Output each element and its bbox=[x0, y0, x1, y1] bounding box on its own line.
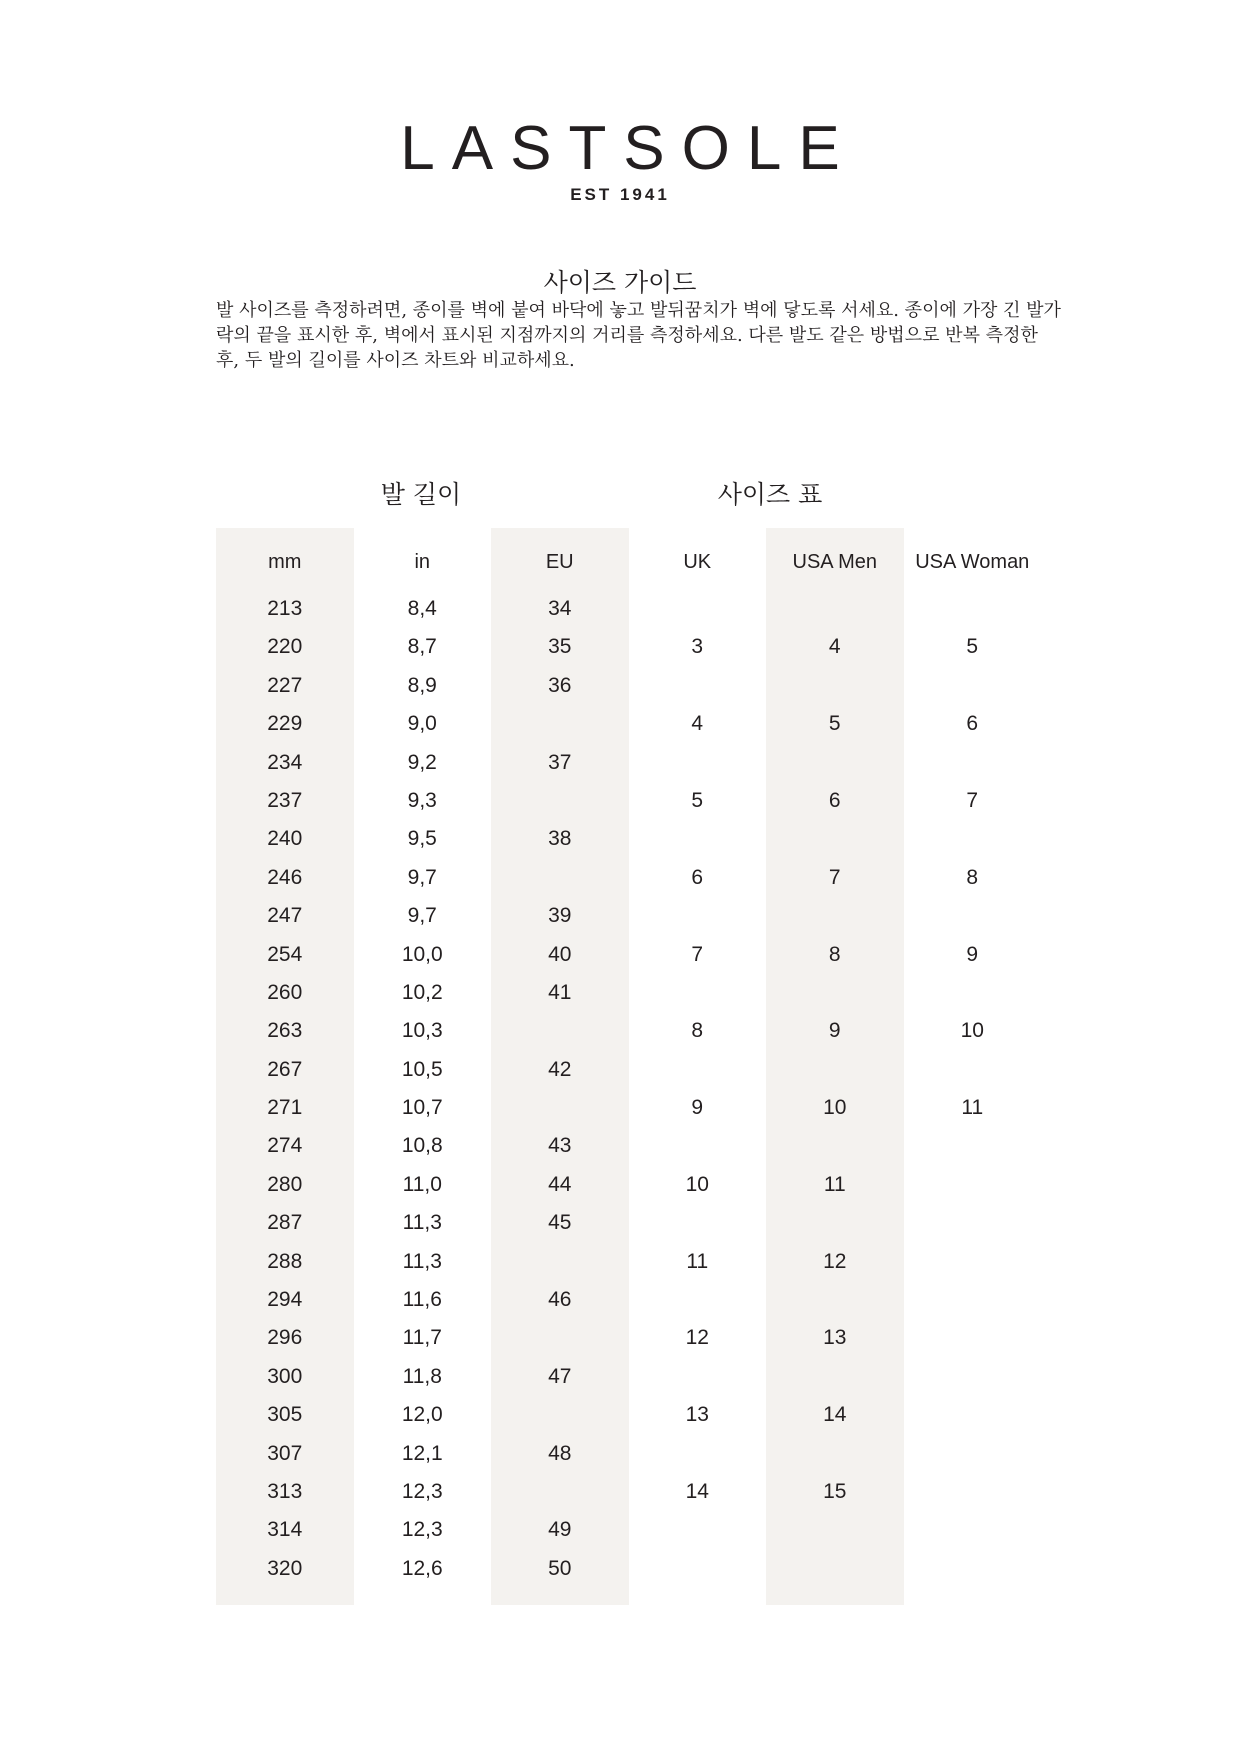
table-cell-uk: 13 bbox=[685, 1403, 709, 1427]
table-cell-eu: 34 bbox=[548, 597, 572, 620]
table-cell-usa-woman: 6 bbox=[966, 712, 979, 736]
table-cell-in: 11,7 bbox=[402, 1326, 442, 1350]
table-cell-usa-woman bbox=[904, 1243, 1042, 1281]
table-cell-eu: 40 bbox=[548, 942, 572, 966]
table-cell-uk bbox=[629, 1051, 767, 1089]
table-cell-mm: 234 bbox=[267, 750, 303, 774]
table-cell-usa-woman bbox=[904, 1358, 1042, 1396]
table-cell-in: 9,7 bbox=[407, 904, 437, 928]
table-cell-in: 10,8 bbox=[401, 1134, 443, 1158]
table-cell-mm: 280 bbox=[267, 1172, 303, 1196]
table-cell-usa-men bbox=[766, 1127, 904, 1165]
table-cell-uk bbox=[629, 590, 767, 628]
table-cell-eu: 43 bbox=[548, 1134, 572, 1158]
table-cell-usa-woman bbox=[904, 1511, 1042, 1549]
guide-instructions: 발 사이즈를 측정하려면, 종이를 벽에 붙여 바닥에 놓고 발뒤꿈치가 벽에 닿도록 서세요. 종이에 가장 긴 발가락의 끝을 표시한 후, 벽에서 표시된 지점까지의 거리를 측정하세요. 다른 발도 같은 방법으로 반복 측정한 후, 두 발의 길이를 사이즈 차트와 비교하세요. bbox=[216, 300, 1061, 371]
table-cell-mm: 300 bbox=[267, 1364, 303, 1388]
table-cell-usa-woman: 8 bbox=[966, 865, 979, 889]
table-cell-usa-men bbox=[766, 820, 904, 858]
table-cell-usa-men bbox=[766, 1281, 904, 1319]
table-cell-usa-men bbox=[766, 1358, 904, 1396]
table-cell-mm: 267 bbox=[267, 1057, 303, 1081]
table-cell-usa-woman bbox=[904, 1435, 1042, 1473]
table-cell-mm: 260 bbox=[267, 980, 303, 1004]
table-cell-usa-men: 9 bbox=[828, 1019, 841, 1043]
table-cell-uk bbox=[629, 1281, 767, 1319]
table-cell-uk: 5 bbox=[691, 788, 704, 812]
column-header-usa-men: USA Men bbox=[792, 551, 877, 573]
table-cell-eu: 46 bbox=[548, 1288, 572, 1312]
table-cell-mm: 296 bbox=[267, 1326, 303, 1350]
table-cell-in: 8,7 bbox=[407, 635, 437, 659]
table-cell-usa-woman bbox=[904, 1204, 1042, 1242]
table-cell-usa-woman bbox=[904, 667, 1042, 705]
table-cell-eu bbox=[491, 859, 629, 897]
table-cell-usa-woman bbox=[904, 820, 1042, 858]
table-cell-usa-woman bbox=[904, 1127, 1042, 1165]
table-cell-uk bbox=[629, 1358, 767, 1396]
table-cell-uk bbox=[629, 1511, 767, 1549]
column-header-mm: mm bbox=[268, 551, 302, 573]
table-cell-uk bbox=[629, 1127, 767, 1165]
table-cell-in: 10,7 bbox=[401, 1096, 443, 1120]
table-cell-in: 10,5 bbox=[401, 1057, 443, 1081]
table-cell-usa-men bbox=[766, 1511, 904, 1549]
column-header-usa-woman: USA Woman bbox=[915, 551, 1030, 573]
table-cell-eu: 44 bbox=[548, 1172, 572, 1196]
table-cell-usa-men: 15 bbox=[823, 1479, 847, 1503]
table-cell-uk: 14 bbox=[685, 1479, 709, 1503]
table-cell-mm: 247 bbox=[267, 904, 303, 928]
table-cell-in: 12,0 bbox=[401, 1403, 443, 1427]
table-cell-eu bbox=[491, 1396, 629, 1434]
table-cell-mm: 240 bbox=[267, 827, 303, 851]
table-cell-in: 9,5 bbox=[407, 827, 437, 851]
table-cell-uk: 9 bbox=[691, 1096, 704, 1120]
table-cell-mm: 246 bbox=[267, 865, 303, 889]
table-cell-in: 9,3 bbox=[407, 788, 437, 812]
table-cell-usa-woman bbox=[904, 1051, 1042, 1089]
table-cell-uk: 6 bbox=[691, 865, 704, 889]
table-cell-mm: 294 bbox=[267, 1288, 303, 1312]
table-cell-usa-woman bbox=[904, 1166, 1042, 1204]
table-cell-uk: 10 bbox=[685, 1172, 709, 1196]
table-cell-usa-men bbox=[766, 667, 904, 705]
table-cell-usa-men: 14 bbox=[823, 1403, 847, 1427]
table-cell-in: 11,8 bbox=[402, 1364, 442, 1388]
table-cell-usa-woman: 9 bbox=[966, 942, 979, 966]
table-cell-uk bbox=[629, 820, 767, 858]
table-cell-usa-woman: 7 bbox=[966, 788, 979, 812]
table-cell-usa-men: 12 bbox=[823, 1249, 847, 1273]
table-cell-usa-men bbox=[766, 974, 904, 1012]
table-cell-uk bbox=[629, 1550, 767, 1588]
table-cell-usa-woman bbox=[904, 1281, 1042, 1319]
table-cell-usa-men: 7 bbox=[828, 865, 841, 889]
table-cell-usa-woman: 5 bbox=[966, 635, 979, 659]
table-cell-uk: 3 bbox=[691, 635, 704, 659]
size-chart-heading: 사이즈 표 bbox=[717, 480, 823, 509]
table-cell-eu: 37 bbox=[548, 750, 572, 774]
table-cell-mm: 313 bbox=[267, 1479, 303, 1503]
table-cell-eu bbox=[491, 1473, 629, 1511]
table-cell-usa-men: 8 bbox=[828, 942, 841, 966]
table-cell-eu: 47 bbox=[548, 1364, 572, 1388]
table-cell-usa-woman bbox=[904, 590, 1042, 628]
table-cell-mm: 320 bbox=[267, 1556, 303, 1580]
table-cell-usa-woman bbox=[904, 1473, 1042, 1511]
foot-length-heading: 발 길이 bbox=[380, 480, 462, 509]
table-cell-usa-woman bbox=[904, 1396, 1042, 1434]
table-cell-mm: 288 bbox=[267, 1249, 303, 1273]
table-cell-in: 9,7 bbox=[407, 865, 437, 889]
table-cell-usa-woman bbox=[904, 974, 1042, 1012]
table-cell-usa-woman bbox=[904, 897, 1042, 935]
table-cell-eu bbox=[491, 1012, 629, 1050]
table-cell-in: 8,9 bbox=[407, 673, 437, 697]
brand-tagline: EST 1941 bbox=[570, 185, 670, 204]
table-cell-in: 10,3 bbox=[401, 1019, 443, 1043]
table-cell-uk: 11 bbox=[686, 1249, 709, 1273]
table-cell-usa-men: 4 bbox=[828, 635, 841, 659]
table-cell-in: 11,0 bbox=[402, 1172, 442, 1196]
table-cell-in: 9,2 bbox=[407, 750, 437, 774]
table-cell-usa-men bbox=[766, 744, 904, 782]
table-cell-usa-woman: 10 bbox=[960, 1019, 984, 1043]
table-cell-usa-men: 5 bbox=[828, 712, 841, 736]
table-cell-uk bbox=[629, 744, 767, 782]
table-cell-uk bbox=[629, 974, 767, 1012]
table-cell-in: 11,3 bbox=[402, 1249, 442, 1273]
table-cell-usa-men bbox=[766, 1204, 904, 1242]
table-cell-uk bbox=[629, 897, 767, 935]
table-cell-mm: 220 bbox=[267, 635, 303, 659]
table-cell-in: 12,3 bbox=[401, 1518, 443, 1542]
brand-logo: LASTSOLE bbox=[400, 114, 857, 183]
table-cell-eu: 42 bbox=[548, 1057, 572, 1081]
table-cell-in: 10,2 bbox=[401, 980, 443, 1004]
table-cell-eu: 36 bbox=[548, 673, 572, 697]
table-cell-eu: 48 bbox=[548, 1441, 572, 1465]
table-cell-in: 10,0 bbox=[401, 942, 443, 966]
table-cell-in: 12,6 bbox=[401, 1556, 443, 1580]
table-cell-mm: 307 bbox=[267, 1441, 303, 1465]
column-header-uk: UK bbox=[683, 551, 712, 573]
table-cell-mm: 271 bbox=[267, 1096, 303, 1120]
table-cell-usa-men: 11 bbox=[823, 1172, 846, 1196]
table-cell-uk bbox=[629, 1204, 767, 1242]
table-cell-eu: 45 bbox=[548, 1211, 572, 1235]
table-cell-usa-men: 10 bbox=[823, 1096, 847, 1120]
table-cell-eu: 35 bbox=[548, 635, 572, 659]
table-cell-uk: 8 bbox=[691, 1019, 704, 1043]
size-table bbox=[216, 542, 1041, 1588]
table-cell-usa-men: 6 bbox=[828, 788, 841, 812]
column-header-eu: EU bbox=[545, 551, 574, 573]
table-cell-eu: 49 bbox=[548, 1518, 572, 1542]
table-cell-eu: 38 bbox=[548, 827, 572, 851]
table-cell-uk bbox=[629, 1435, 767, 1473]
table-cell-mm: 274 bbox=[267, 1134, 303, 1158]
table-cell-mm: 263 bbox=[267, 1019, 303, 1043]
table-cell-eu: 41 bbox=[548, 980, 572, 1004]
table-cell-mm: 237 bbox=[267, 788, 303, 812]
table-cell-mm: 229 bbox=[267, 712, 303, 736]
table-cell-mm: 254 bbox=[267, 942, 303, 966]
table-cell-usa-men bbox=[766, 1435, 904, 1473]
table-cell-uk: 12 bbox=[685, 1326, 709, 1350]
table-cell-usa-woman bbox=[904, 1550, 1042, 1588]
table-cell-usa-men bbox=[766, 897, 904, 935]
table-cell-mm: 227 bbox=[267, 673, 303, 697]
table-cell-mm: 213 bbox=[267, 597, 303, 620]
table-cell-eu bbox=[491, 705, 629, 743]
table-cell-uk: 7 bbox=[691, 942, 704, 966]
table-cell-eu: 39 bbox=[548, 904, 572, 928]
table-cell-usa-men bbox=[766, 590, 904, 628]
table-cell-usa-men bbox=[766, 1051, 904, 1089]
table-cell-in: 8,4 bbox=[407, 597, 437, 620]
table-cell-mm: 314 bbox=[267, 1518, 303, 1542]
table-cell-in: 12,3 bbox=[401, 1479, 443, 1503]
table-cell-in: 9,0 bbox=[407, 712, 437, 736]
table-cell-usa-men: 13 bbox=[823, 1326, 847, 1350]
table-cell-mm: 305 bbox=[267, 1403, 303, 1427]
table-cell-eu bbox=[491, 782, 629, 820]
table-cell-uk bbox=[629, 667, 767, 705]
table-cell-eu bbox=[491, 1089, 629, 1127]
table-cell-eu bbox=[491, 1319, 629, 1357]
table-cell-in: 11,3 bbox=[402, 1211, 442, 1235]
table-cell-usa-men bbox=[766, 1550, 904, 1588]
table-cell-eu bbox=[491, 1243, 629, 1281]
table-cell-uk: 4 bbox=[691, 712, 704, 736]
column-header-in: in bbox=[414, 551, 431, 573]
table-cell-usa-woman bbox=[904, 744, 1042, 782]
table-cell-in: 12,1 bbox=[401, 1441, 443, 1465]
table-cell-in: 11,6 bbox=[402, 1288, 442, 1312]
table-cell-usa-woman bbox=[904, 1319, 1042, 1357]
table-cell-usa-woman: 11 bbox=[961, 1096, 984, 1120]
guide-title: 사이즈 가이드 bbox=[543, 268, 697, 297]
table-cell-mm: 287 bbox=[267, 1211, 303, 1235]
table-cell-eu: 50 bbox=[548, 1556, 572, 1580]
